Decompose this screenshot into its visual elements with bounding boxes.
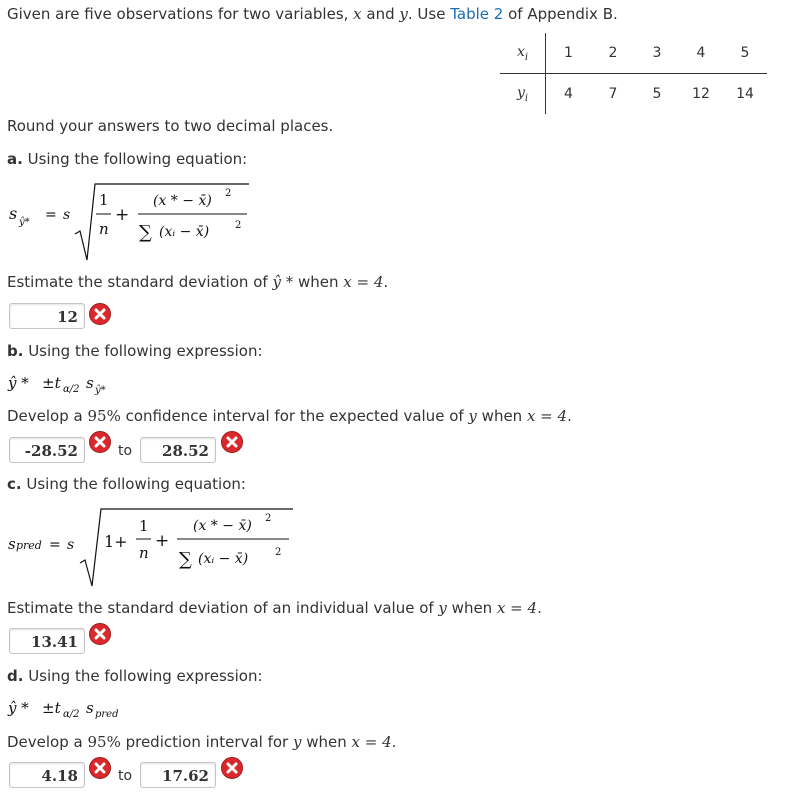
expr-b-s: s <box>86 374 94 392</box>
formula-den: (xᵢ − x̄) <box>159 224 210 240</box>
y-value: 12 <box>692 86 710 102</box>
table-2-link[interactable]: Table 2 <box>450 5 504 23</box>
expression-b <box>6 370 146 396</box>
formula-c-s-label: s <box>8 535 16 553</box>
formula-c-one-plus: 1+ <box>104 532 128 551</box>
part-c-heading: c. Using the following equation: <box>7 475 246 493</box>
expression-d <box>6 695 146 721</box>
formula-eq: = <box>45 207 57 223</box>
incorrect-x-icon <box>89 303 111 325</box>
incorrect-x-icon <box>89 623 111 645</box>
part-b-heading: b. Using the following expression: <box>7 342 263 360</box>
formula-c-n: n <box>139 544 149 562</box>
y-value: 5 <box>652 86 662 102</box>
formula-s-sub: ŷ* <box>19 217 30 228</box>
answer-b-lower-input[interactable]: -28.52 <box>9 437 85 463</box>
to-label: to <box>118 443 133 459</box>
expr-b-yhat: ŷ * <box>8 374 29 392</box>
expr-d-s: s <box>86 699 94 717</box>
y-header: $y_i$ <box>500 74 546 115</box>
answer-d-lower-input[interactable]: 4.18 <box>9 762 85 788</box>
formula-den-sq: 2 <box>235 220 242 231</box>
formula-c <box>5 503 305 589</box>
part-a-heading: a. Using the following equation: <box>7 150 248 168</box>
incorrect-x-icon <box>221 757 243 779</box>
formula-c-one: 1 <box>139 517 149 535</box>
formula-c-s: s <box>67 537 75 553</box>
expr-b-alpha: α/2 <box>63 384 80 395</box>
formula-one: 1 <box>99 191 109 209</box>
formula-n: n <box>99 220 109 238</box>
formula-c-plus: + <box>155 531 170 551</box>
formula-c-num: (x * − x̄) <box>193 518 252 534</box>
formula-c-den-sq: 2 <box>275 547 282 558</box>
formula-s-label: s <box>9 204 18 223</box>
part-a-question: Estimate the standard deviation of ŷ * when x = 4. <box>7 273 389 291</box>
formula-s: s <box>63 207 71 223</box>
x-value: 3 <box>635 33 679 74</box>
x-header: $x_i$ <box>500 33 546 74</box>
expr-b-pm-t: ±t <box>42 374 61 392</box>
intro-text: Given are five observations for two variables, x and y. Use Table 2 of Appendix B. <box>7 5 618 23</box>
expr-d-pm-t: ±t <box>42 699 61 717</box>
part-d-heading: d. Using the following expression: <box>7 667 263 685</box>
incorrect-x-icon <box>89 431 111 453</box>
expr-b-s-sub: ŷ* <box>95 385 106 396</box>
part-d-question: Develop a 95% prediction interval for y when x = 4. <box>7 733 397 751</box>
x-value: 2 <box>591 33 635 74</box>
x-value: 4 <box>679 33 723 74</box>
formula-c-pred: pred <box>16 539 42 552</box>
data-table <box>500 33 767 114</box>
formula-c-eq: = <box>49 537 61 553</box>
y-value: 7 <box>608 86 618 102</box>
part-b-question: Develop a 95% confidence interval for the expected value of y when x = 4. <box>7 407 572 425</box>
answer-a-input[interactable]: 12 <box>9 303 85 329</box>
round-note: Round your answers to two decimal places. <box>7 117 334 135</box>
x-value: 1 <box>546 33 592 74</box>
part-c-question: Estimate the standard deviation of an individual value of y when x = 4. <box>7 599 542 617</box>
y-value: 14 <box>736 86 754 102</box>
y-value: 4 <box>564 86 573 102</box>
formula-num-sq: 2 <box>225 188 232 199</box>
answer-d-upper-input[interactable]: 17.62 <box>140 762 216 788</box>
to-label: to <box>118 768 133 784</box>
formula-c-den: (xᵢ − x̄) <box>198 551 249 567</box>
formula-num: (x * − x̄) <box>153 193 212 209</box>
x-value: 5 <box>723 33 767 74</box>
formula-plus: + <box>115 205 130 225</box>
answer-c-input[interactable]: 13.41 <box>9 628 85 654</box>
incorrect-x-icon <box>89 757 111 779</box>
formula-c-num-sq: 2 <box>265 513 272 524</box>
expr-d-alpha: α/2 <box>63 709 80 720</box>
expr-d-pred: pred <box>95 709 119 720</box>
answer-b-upper-input[interactable]: 28.52 <box>140 437 216 463</box>
formula-c-sigma: ∑ <box>179 549 192 570</box>
expr-d-yhat: ŷ * <box>8 699 29 717</box>
incorrect-x-icon <box>221 431 243 453</box>
formula-a <box>5 178 265 264</box>
formula-sigma: ∑ <box>139 222 152 243</box>
